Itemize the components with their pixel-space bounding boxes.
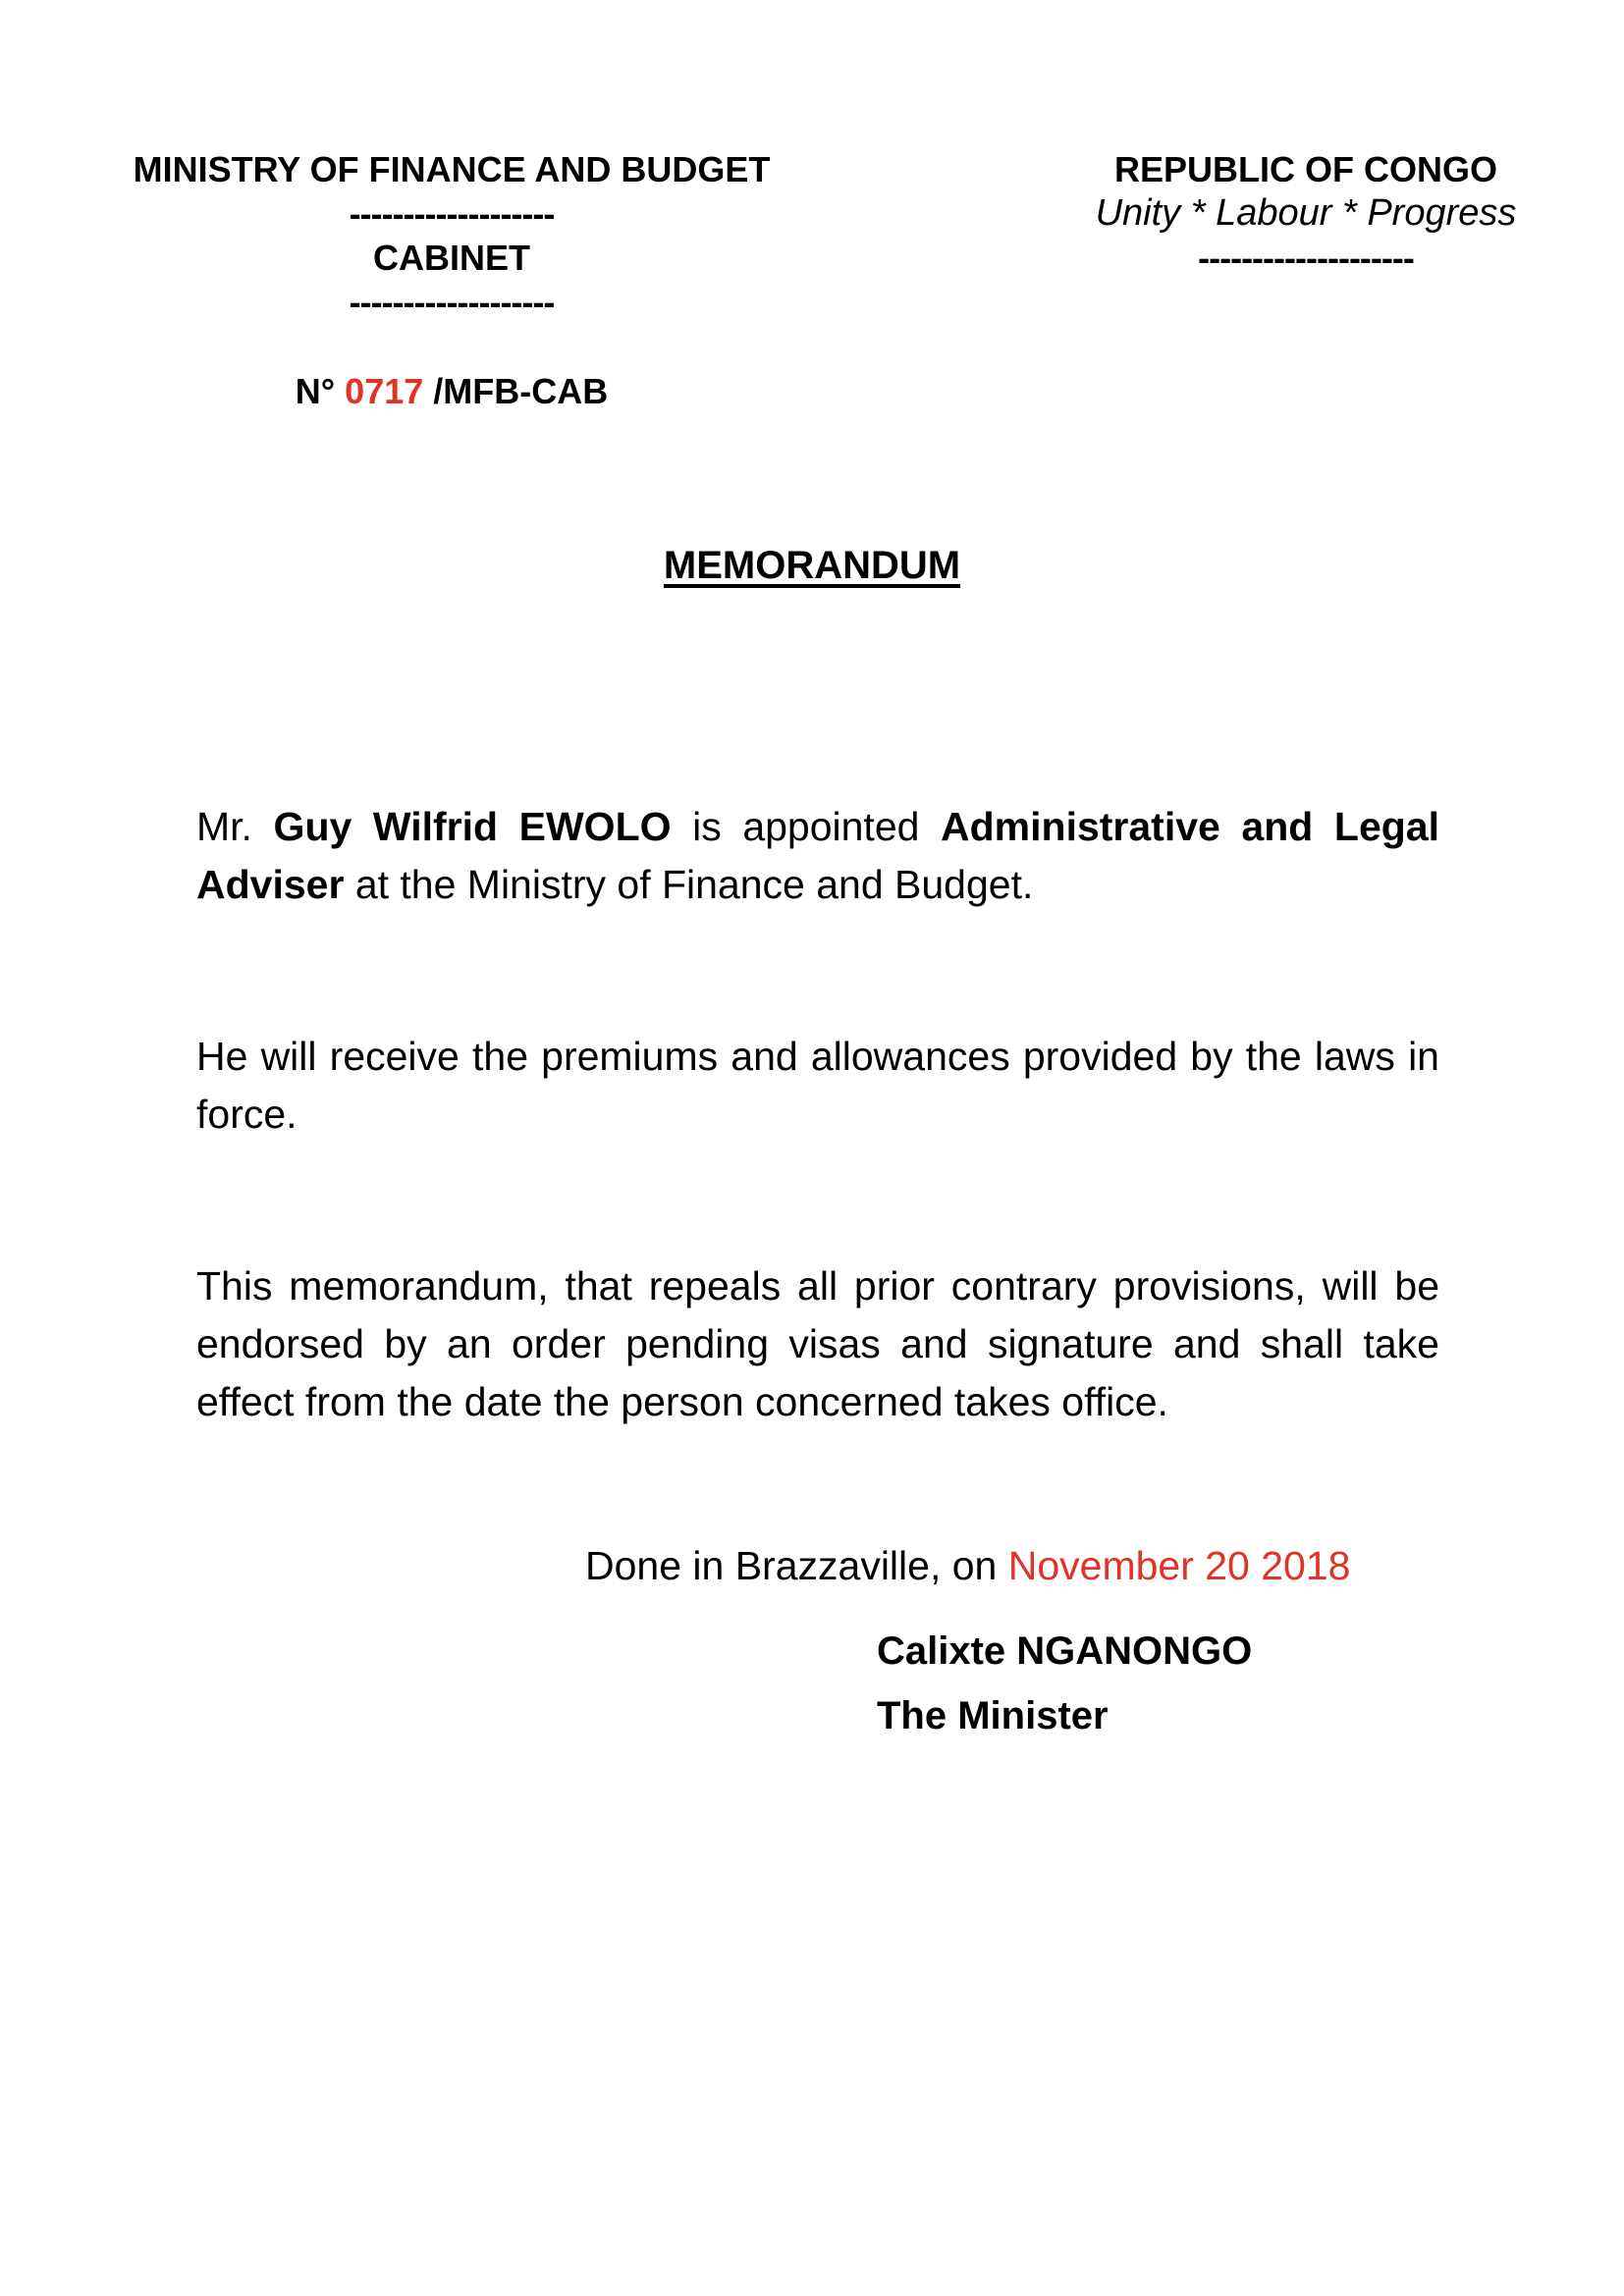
reference-number-value: 0717 (345, 371, 424, 411)
text: Mr. (196, 804, 274, 849)
header-separator: ------------------- (349, 193, 555, 234)
text: at the Ministry of Finance and Budget. (344, 862, 1034, 907)
appointed-position: Administrative and Legal Adviser (196, 804, 1439, 907)
appointee-name: Guy Wilfrid EWOLO (273, 804, 672, 849)
country-header (1041, 147, 1571, 280)
signer-name: Calixte NGANONGO (877, 1629, 1253, 1673)
effect-paragraph: This memorandum, that repeals all prior contrary provisions, will be endorsed by an order pending visas and signature and shall take effect from the date the person concerned takes office. (196, 1263, 1439, 1424)
header-separator: -------------------- (1198, 238, 1414, 278)
department-name: CABINET (373, 238, 530, 278)
reference-suffix: /MFB-CAB (433, 371, 609, 411)
header-separator: ------------------- (349, 282, 555, 322)
allowances-paragraph: He will receive the premiums and allowances provided by the laws in force. (196, 1034, 1439, 1137)
reference-number (59, 371, 844, 412)
ministry-header (59, 147, 844, 324)
signer-role: The Minister (877, 1694, 1109, 1737)
appointment-paragraph (196, 798, 1439, 914)
country-name: REPUBLIC OF CONGO (1113, 149, 1497, 189)
text: is appointed (671, 804, 942, 849)
document-date: November 20 2018 (1007, 1543, 1351, 1588)
reference-prefix: N° (295, 371, 336, 411)
place-and-date (585, 1543, 1350, 1589)
document-title: MEMORANDUM (663, 544, 961, 587)
place-text: Done in Brazzaville, on (585, 1543, 1008, 1588)
ministry-name: MINISTRY OF FINANCE AND BUDGET (133, 149, 771, 189)
national-motto: Unity * Labour * Progress (1095, 192, 1517, 234)
